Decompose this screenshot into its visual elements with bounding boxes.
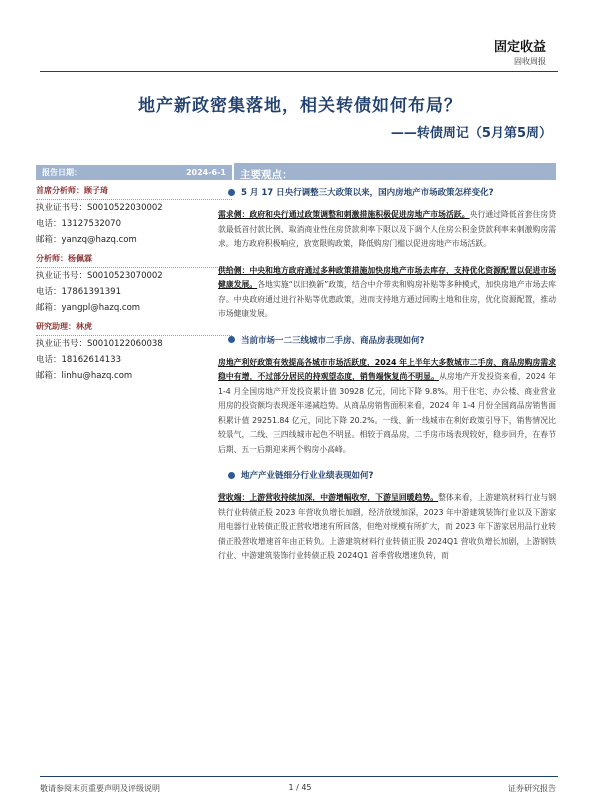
analyst-email[interactable]: 邮箱：yangpl@hazq.com [36,303,141,313]
question-bullet [228,469,556,481]
footer-disclaimer: 敬请参阅末页重要声明及评级说明 [40,784,160,793]
report-date: 2024-6-1 [185,168,226,177]
main-content [218,186,556,576]
analyst-role: 研究助理：林虎 [36,322,92,331]
footer-report-type: 证券研究报告 [508,784,556,793]
bullet-icon [228,189,235,196]
paragraph-lead: 房地产利好政策有效提高各城市市场活跃度，2024 年上半年大多数城市二手房、商品房购房需求稳中有增，不过部分居民的持观望态度，销售端恢复尚不明显。 [218,357,556,381]
footer-divider [40,776,558,777]
analyst-email[interactable]: 邮箱：yanzq@hazq.com [36,235,137,245]
bullet-text: 当前市场一二三线城市二手房、商品房表现如何? [241,335,425,346]
analyst-sidebar [36,165,232,384]
report-title: 地产新政密集落地，相关转债如何布局？ [138,96,462,116]
paragraph-lead: 营收端：上游营收持续加深，中游增幅收窄，下游呈回暖趋势。 [218,493,439,502]
analyst-email[interactable]: 邮箱：linhu@hazq.com [36,371,133,381]
report-subtitle: ——转债周记（5月第5周） [390,126,552,141]
analyst-phone: 电话：17861391391 [36,287,121,297]
paragraph-body: 央行通过降低首套住房贷款最低首付款比例、取消商业性住房贷款利率下限以及下调个人住房公积金贷款利率来刺激购房需求。地方政府积极响应，放宽限购政策，降低购房门槛以促进房地产市场活跃。 [218,210,557,248]
section-title: 主要观点： [240,169,293,181]
paragraph-revenue [218,491,556,564]
analyst-phone: 电话：13127532070 [36,219,121,229]
report-date-bar [36,165,232,180]
paragraph-demand [218,208,556,252]
bullet-icon [228,472,235,479]
paragraph-lead: 供给侧：中央和地方政府通过多种政策措施加快房地产市场去库存，支持优化资源配置以促进市场健康发展。 [218,265,556,289]
page-number: 1 / 45 [288,783,312,792]
analyst-cert: 执业证书号：S0010122060038 [36,339,163,349]
bullet-text: 5 月 17 日央行调整三大政策以来，国内房地产市场政策怎样变化? [241,188,494,198]
analyst-role: 首席分析师：顾子琦 [36,186,108,195]
paragraph-market [218,356,556,458]
report-date-label: 报告日期： [42,168,82,177]
question-bullet [228,186,556,198]
header-category: 固定收益 [493,40,546,55]
paragraph-supply [218,264,556,322]
paragraph-body: 从房地产开发投资来看，2024 年 1-4 月全国房地产开发投资累计值 30928 亿元，同比下降 9.8%。用于住宅、办公楼、商业营业用房的投资额均表现逐年递减趋势。从商品房销售面积来看，2024 年 1-4 月份全国商品房销售面积累计值 29251.84 亿元，同比下降 20.2%。一线、新一线城市在利好政策引导下，销售情况比较景气，二线、三四线城市起色不明显。相较于商品房，二手房市场表现较好，稳步回升，在春节后期、五一后期迎来两个购房小高峰。 [218,372,556,454]
paragraph-body: 各地实施“以旧换新”政策，结合中介带卖和购房补贴等多种模式，加快房地产市场去库存。中央政府通过进行补贴等优惠政策，进而支持地方通过回购土地和住房，优化资源配置，推动市场健康发展。 [218,280,557,318]
analyst-cert: 执业证书号：S0010522030002 [36,203,163,213]
paragraph-lead: 需求侧：政府和央行通过政策调整和刺激措施积极促进房地产市场活跃。 [218,210,470,219]
question-bullet [228,334,556,346]
section-header [234,163,556,180]
header-divider [40,71,558,72]
bullet-icon [228,336,235,343]
analyst-role: 分析师：杨佩霖 [36,254,92,263]
analyst-phone: 电话：18162614133 [36,355,121,365]
analyst-cert: 执业证书号：S0010523070002 [36,271,163,281]
paragraph-body: 整体来看，上游建筑材料行业与钢铁行业转债正股 2023 年营收负增长加剧，经济放缓加深，2023 年中游建筑装饰行业以及下游家用电器行业转债正股正营收增速有所回落，但绝对规模有所扩大，而 2023 年下游家居用品行业转债正股营收增速首年由正转负。上游建筑材料行业转债正股 2024Q1 营收负增长加剧，上游钢铁行业、中游建筑装饰行业转债正股 2024Q1 首季营收增速负转，而 [218,493,557,560]
header-subcategory: 固收周报 [514,57,546,66]
bullet-text: 地产产业链细分行业业绩表现如何? [241,471,374,481]
